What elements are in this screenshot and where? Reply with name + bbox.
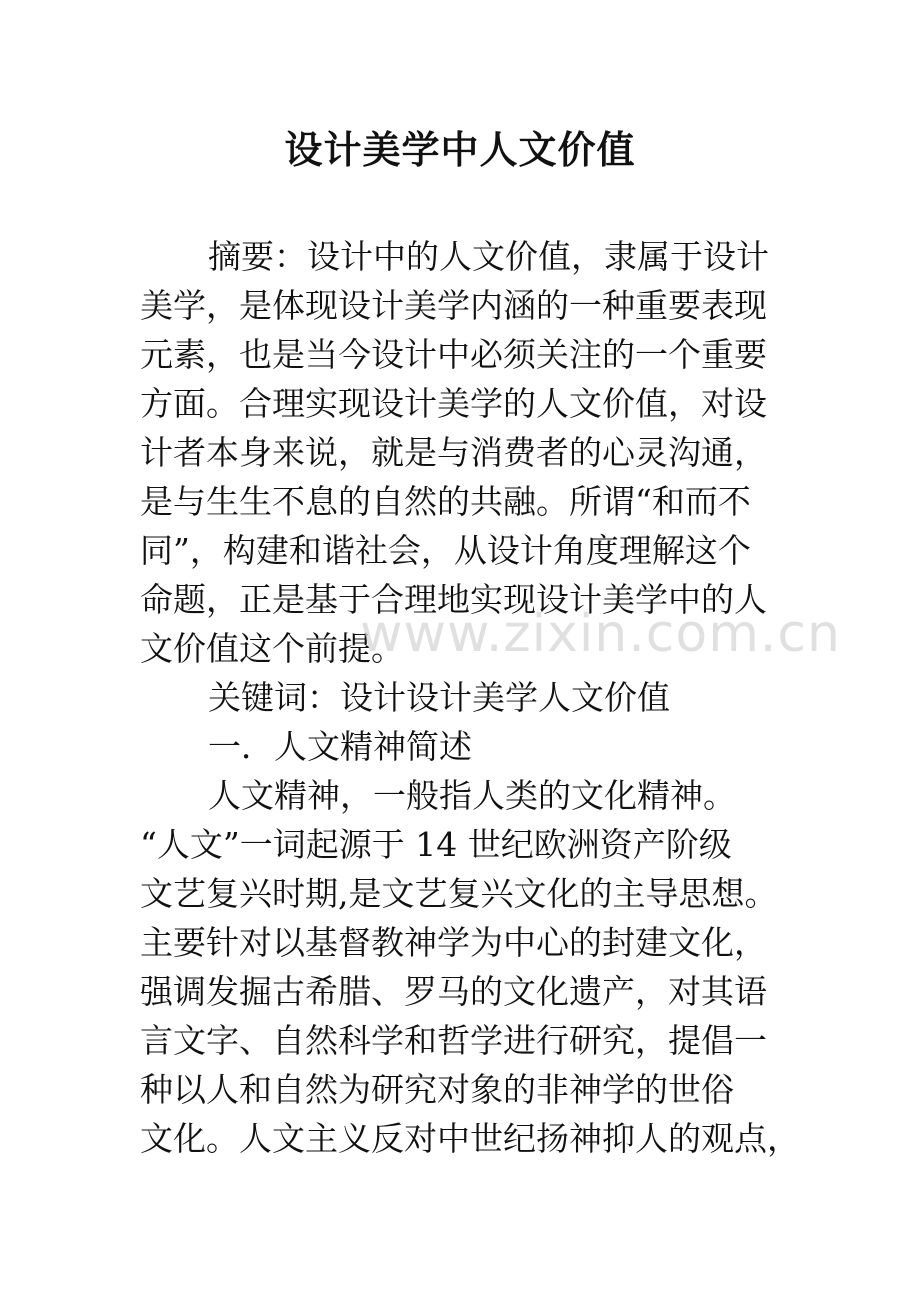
abstract-line: 文价值这个前提。: [140, 629, 404, 668]
paragraph-line: 主要针对以基督教神学为中心的封建文化，: [140, 923, 767, 962]
abstract-line: 方面。合理实现设计美学的人文价值，对设: [140, 384, 767, 423]
abstract-line: 摘要：设计中的人文价值，隶属于设计: [208, 237, 769, 276]
paragraph-line: 种以人和自然为研究对象的非神学的世俗: [140, 1070, 734, 1109]
abstract-line: 计者本身来说，就是与消费者的心灵沟通，: [140, 433, 767, 472]
keywords-line: 关键词：设计设计美学人文价值: [208, 678, 670, 717]
paragraph-line: “人文”一词起源于 14 世纪欧洲资产阶级: [140, 825, 732, 864]
document-body: [140, 232, 800, 1163]
paragraph-line: 文化。人文主义反对中世纪扬神抑人的观点，: [140, 1119, 800, 1158]
paragraph-line: 人文精神，一般指人类的文化精神。: [208, 776, 736, 815]
abstract-line: 命题，正是基于合理地实现设计美学中的人: [140, 580, 767, 619]
abstract-line: 同”，构建和谐社会，从设计角度理解这个: [140, 531, 751, 570]
abstract-line: 美学，是体现设计美学内涵的一种重要表现: [140, 286, 767, 325]
paragraph-line: 强调发掘古希腊、罗马的文化遗产，对其语: [140, 972, 767, 1011]
abstract-line: 是与生生不息的自然的共融。所谓“和而不: [140, 482, 751, 521]
paragraph-line: 言文字、自然科学和哲学进行研究，提倡一: [140, 1021, 767, 1060]
document-title: 设计美学中人文价值: [284, 127, 636, 172]
watermark: www.zixin.com.cn: [360, 604, 841, 664]
section-heading: 一．人文精神简述: [208, 727, 472, 766]
abstract-line: 元素，也是当今设计中必须关注的一个重要: [140, 335, 767, 374]
paragraph-line: 文艺复兴时期,是文艺复兴文化的主导思想。: [140, 874, 778, 913]
